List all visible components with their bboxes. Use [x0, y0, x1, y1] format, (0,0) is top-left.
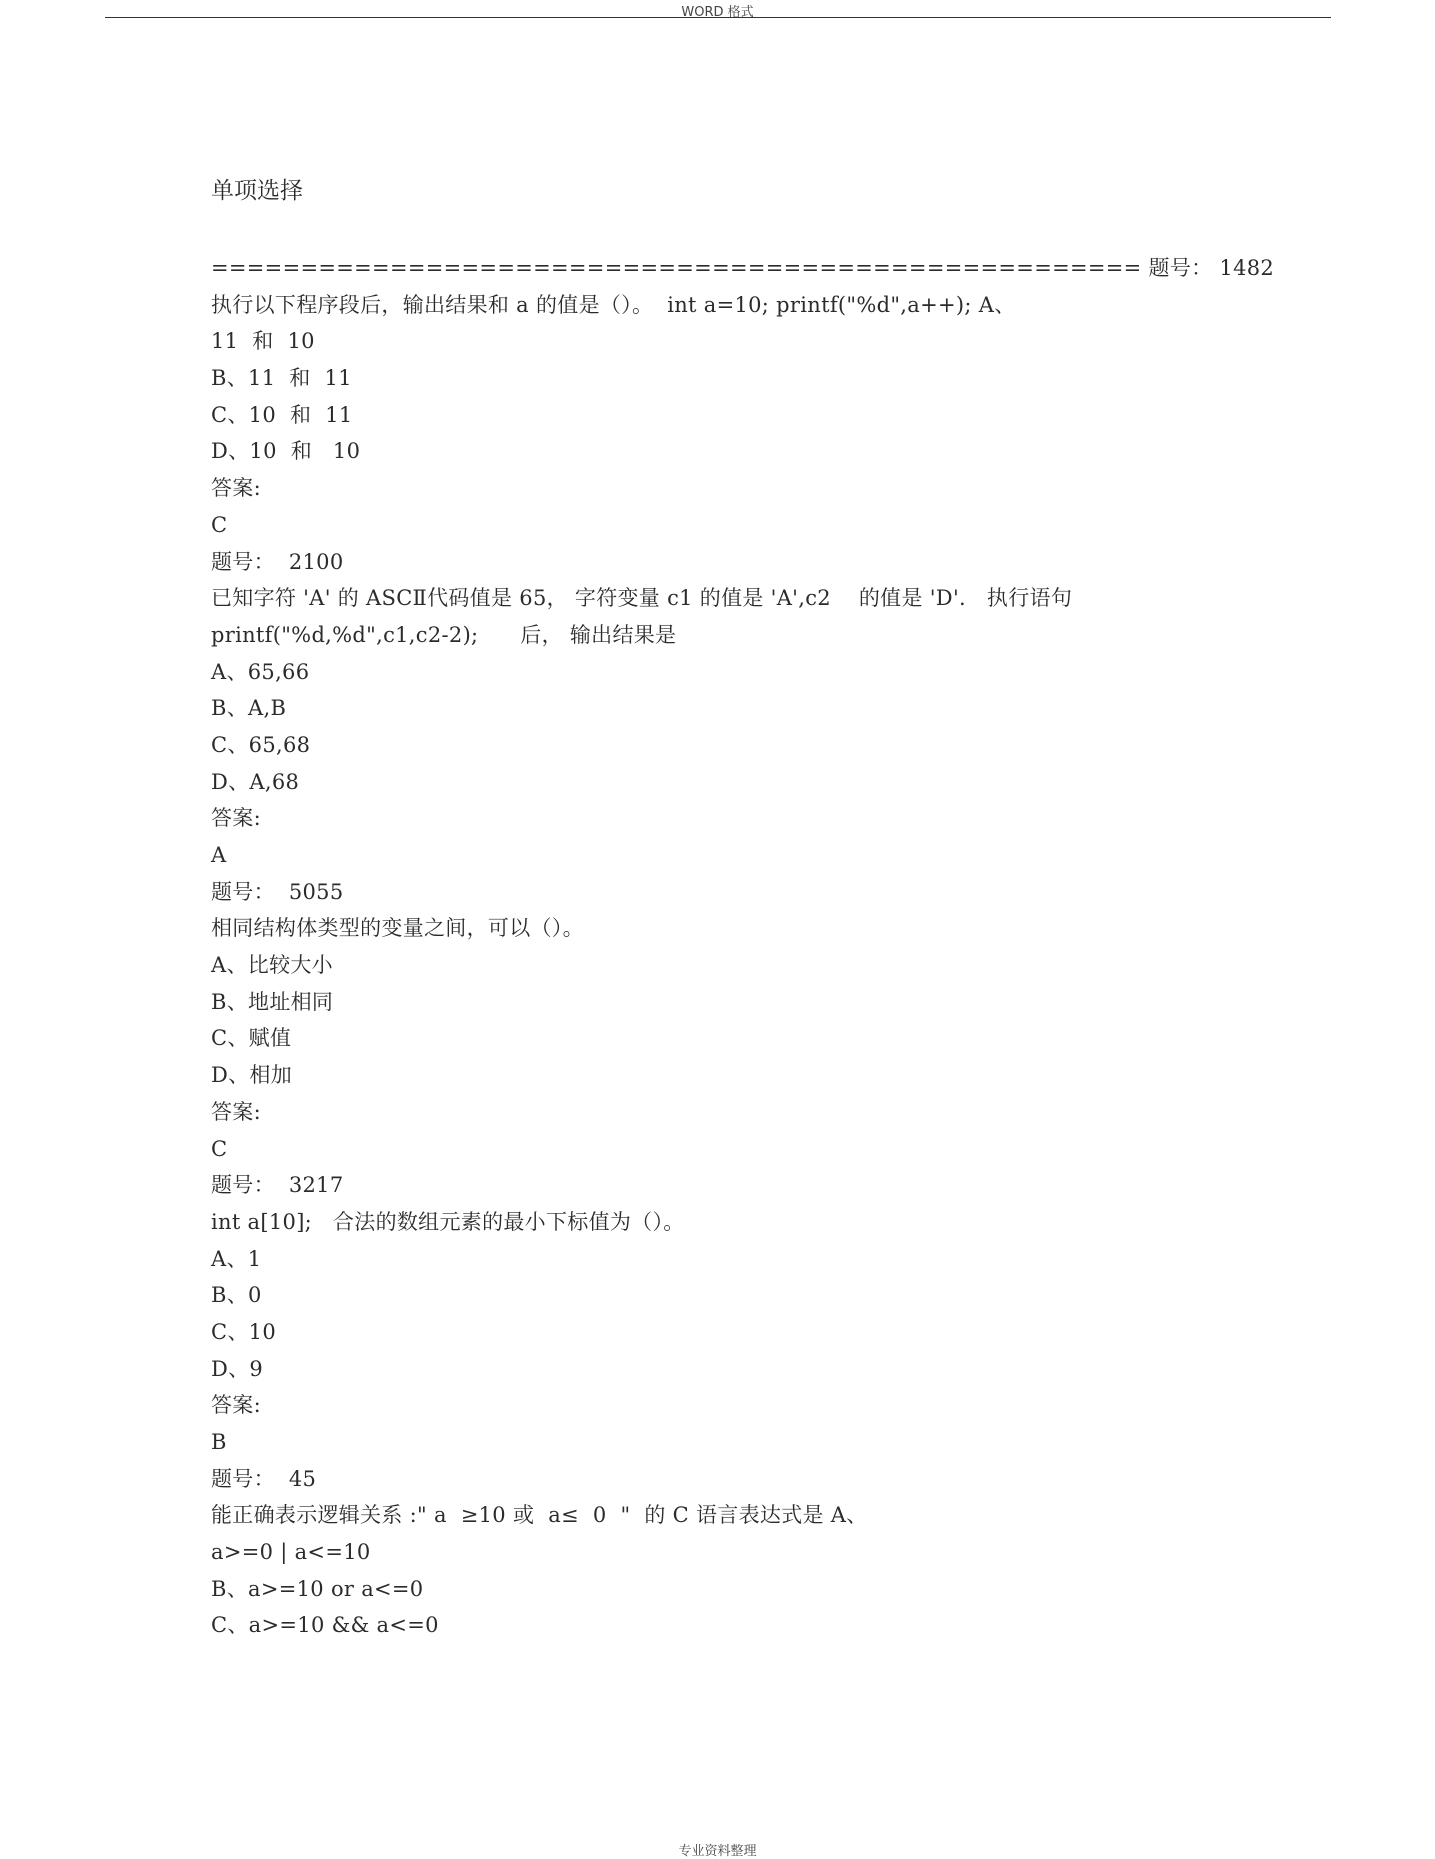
question-2100-option-c: C、65,68	[211, 732, 311, 757]
question-2100-text-cont: printf("%d,%d",c1,c2-2); 后， 输出结果是	[211, 622, 677, 647]
header-rule	[105, 17, 1331, 18]
question-5055-option-c: C、赋值	[211, 1026, 292, 1051]
answer-value: C	[211, 1136, 228, 1161]
question-5055-option-b: B、地址相同	[211, 989, 334, 1014]
document-body	[211, 250, 1275, 1644]
answer-label: 答案:	[211, 1393, 261, 1418]
question-45-option-b: B、a>=10 or a<=0	[211, 1576, 424, 1601]
answer-value: C	[211, 512, 228, 537]
separator-line: ==================================================== 题号： 1482	[211, 256, 1275, 280]
question-3217-text: int a[10]; 合法的数组元素的最小下标值为（）。	[211, 1209, 685, 1234]
answer-label: 答案:	[211, 806, 261, 831]
question-2100-option-a: A、65,66	[211, 659, 310, 684]
question-number: 题号： 2100	[211, 549, 344, 574]
question-1482-option-d: D、10 和 10	[211, 439, 361, 464]
page-header: WORD 格式	[681, 5, 754, 20]
question-45-option-a: a>=0 | a<=10	[211, 1540, 371, 1565]
answer-label: 答案:	[211, 1099, 261, 1124]
question-3217-option-c: C、10	[211, 1319, 276, 1344]
question-5055-option-a: A、比较大小	[211, 953, 333, 978]
question-5055-text: 相同结构体类型的变量之间，可以（）。	[211, 916, 584, 941]
question-1482-text: 执行以下程序段后，输出结果和 a 的值是（）。 int a=10; printf("%d",a++); A、	[211, 292, 1016, 317]
question-3217-option-d: D、9	[211, 1356, 264, 1381]
question-3217-option-b: B、0	[211, 1283, 262, 1308]
question-2100-option-b: B、A,B	[211, 696, 287, 721]
question-1482-option-b: B、11 和 11	[211, 366, 352, 391]
question-2100-option-d: D、A,68	[211, 769, 300, 794]
question-1482-option-c: C、10 和 11	[211, 402, 353, 427]
question-5055-option-d: D、相加	[211, 1063, 293, 1088]
section-title: 单项选择	[211, 178, 303, 204]
answer-value: A	[211, 843, 227, 867]
question-3217-option-a: A、1	[211, 1246, 262, 1271]
answer-label: 答案:	[211, 476, 261, 501]
question-number: 题号： 45	[211, 1466, 317, 1491]
question-number: 题号： 3217	[211, 1173, 344, 1198]
question-number: 题号： 5055	[211, 879, 344, 904]
page-footer: 专业资料整理	[678, 1844, 757, 1859]
question-45-text: 能正确表示逻辑关系 :" a ≥10 或 a≤ 0 " 的 C 语言表达式是 A、	[211, 1503, 868, 1528]
answer-value: B	[211, 1430, 227, 1454]
question-1482-option-a: 11 和 10	[211, 329, 315, 354]
question-45-option-c: C、a>=10 && a<=0	[211, 1613, 439, 1638]
question-2100-text: 已知字符 'A' 的 ASCⅡ代码值是 65， 字符变量 c1 的值是 'A',c2 的值是 'D'. 执行语句	[211, 586, 1073, 611]
